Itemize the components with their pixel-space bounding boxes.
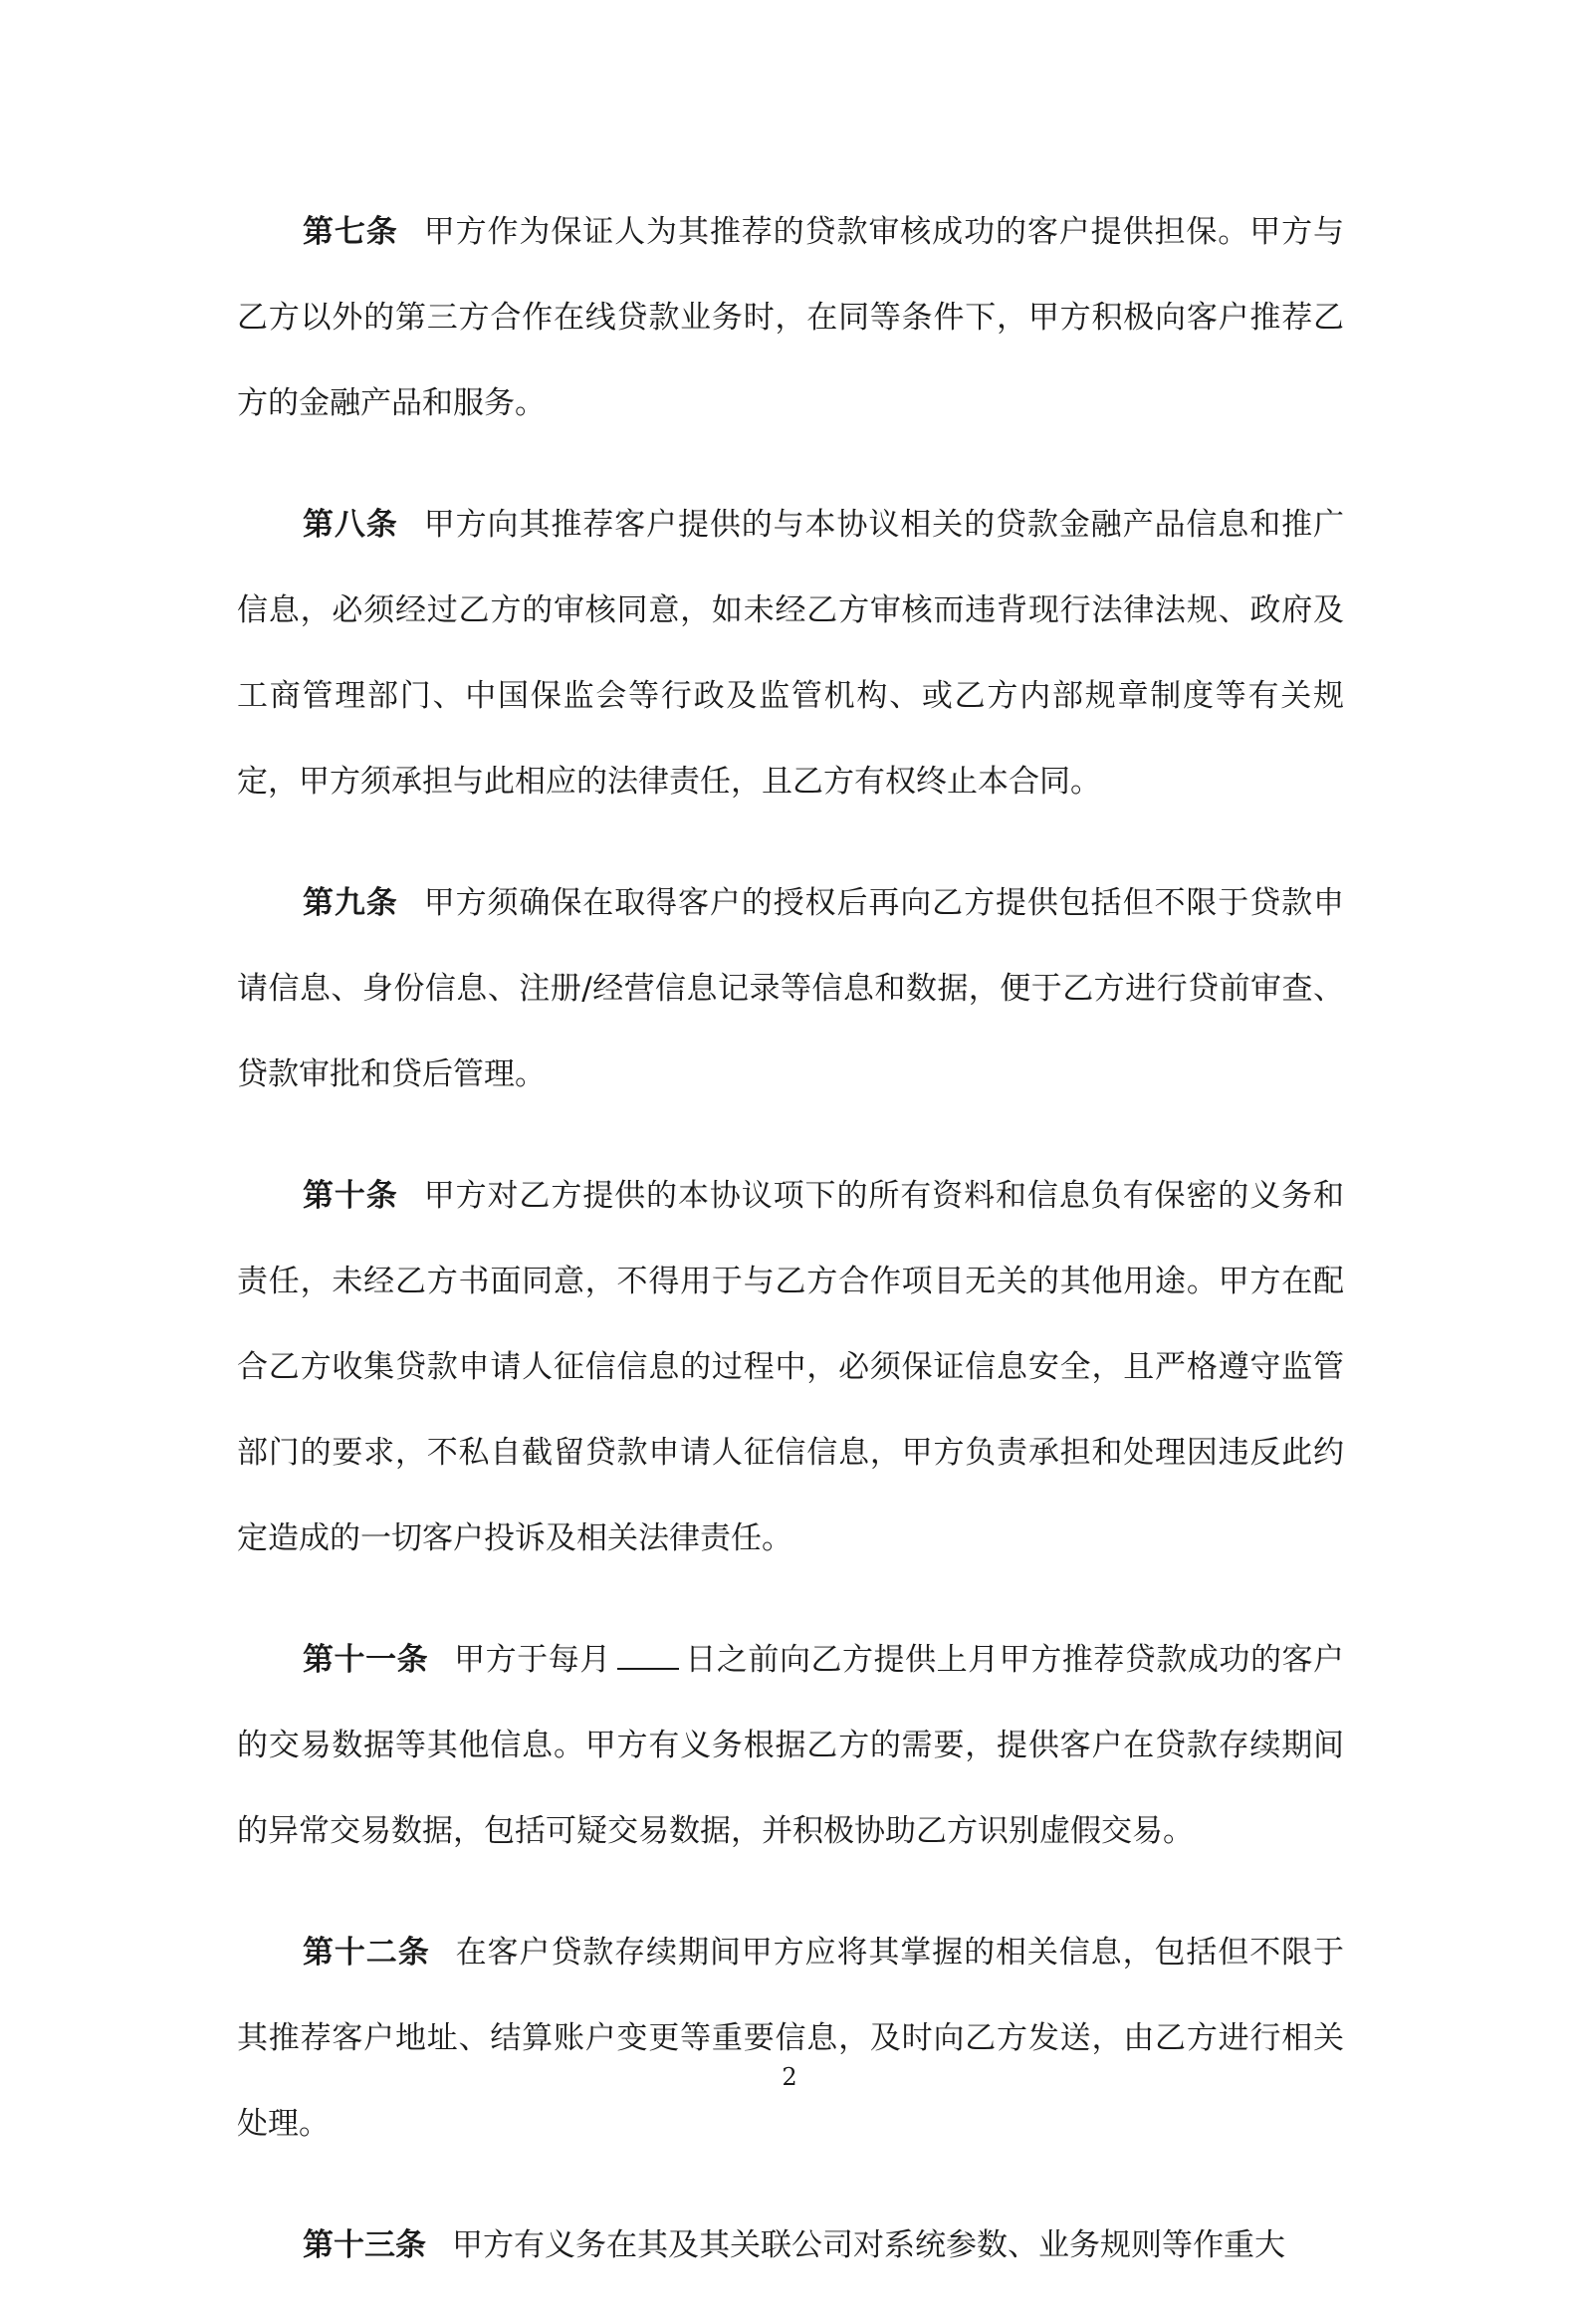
clause-12	[237, 1910, 1344, 2167]
clause-text-before-blank: 甲方于每月	[454, 1642, 611, 1678]
clause-number: 第九条	[303, 885, 398, 921]
clause-11	[237, 1617, 1344, 1874]
clause-text: 甲方须确保在取得客户的授权后再向乙方提供包括但不限于贷款申请信息、身份信息、注册/经营信息记录等信息和数据，便于乙方进行贷前审查、贷款审批和贷后管理。	[237, 885, 1345, 1092]
clause-8	[237, 482, 1344, 824]
clause-9	[237, 860, 1344, 1117]
clause-number: 第十三条	[303, 2227, 426, 2263]
clause-10	[237, 1153, 1344, 1581]
document-body	[237, 189, 1344, 2324]
fill-in-blank	[617, 1642, 679, 1670]
page-number: 2	[782, 2063, 797, 2091]
clause-text: 甲方作为保证人为其推荐的贷款审核成功的客户提供担保。甲方与乙方以外的第三方合作在线贷款业务时，在同等条件下，甲方积极向客户推荐乙方的金融产品和服务。	[237, 214, 1345, 421]
clause-text: 在客户贷款存续期间甲方应将其掌握的相关信息，包括但不限于其推荐客户地址、结算账户变更等重要信息，及时向乙方发送，由乙方进行相关处理。	[237, 1935, 1345, 2142]
clause-number: 第七条	[303, 214, 398, 250]
clause-number: 第八条	[303, 507, 398, 543]
clause-13	[237, 2203, 1344, 2288]
clause-text: 甲方对乙方提供的本协议项下的所有资料和信息负有保密的义务和责任，未经乙方书面同意，不得用于与乙方合作项目无关的其他用途。甲方在配合乙方收集贷款申请人征信信息的过程中，必须保证信息安全，且严格遵守监管部门的要求，不私自截留贷款申请人征信信息，甲方负责承担和处理因违反此约定造成的一切客户投诉及相关法律责任。	[237, 1178, 1345, 1556]
clause-text-after-blank: 日之前向乙方提供上月甲方推荐贷款成功的客户的交易数据等其他信息。甲方有义务根据乙方的需要，提供客户在贷款存续期间的异常交易数据，包括可疑交易数据，并积极协助乙方识别虚假交易。	[237, 1642, 1345, 1849]
clause-number: 第十条	[303, 1178, 398, 1214]
clause-number: 第十二条	[303, 1935, 430, 1971]
clause-text: 甲方向其推荐客户提供的与本协议相关的贷款金融产品信息和推广信息，必须经过乙方的审核同意，如未经乙方审核而违背现行法律法规、政府及工商管理部门、中国保监会等行政及监管机构、或乙方内部规章制度等有关规定，甲方须承担与此相应的法律责任，且乙方有权终止本合同。	[237, 507, 1345, 800]
clause-number: 第十一条	[303, 1642, 429, 1678]
clause-text: 甲方有义务在其及其关联公司对系统参数、业务规则等作重大	[452, 2227, 1285, 2263]
clause-7	[237, 189, 1344, 446]
